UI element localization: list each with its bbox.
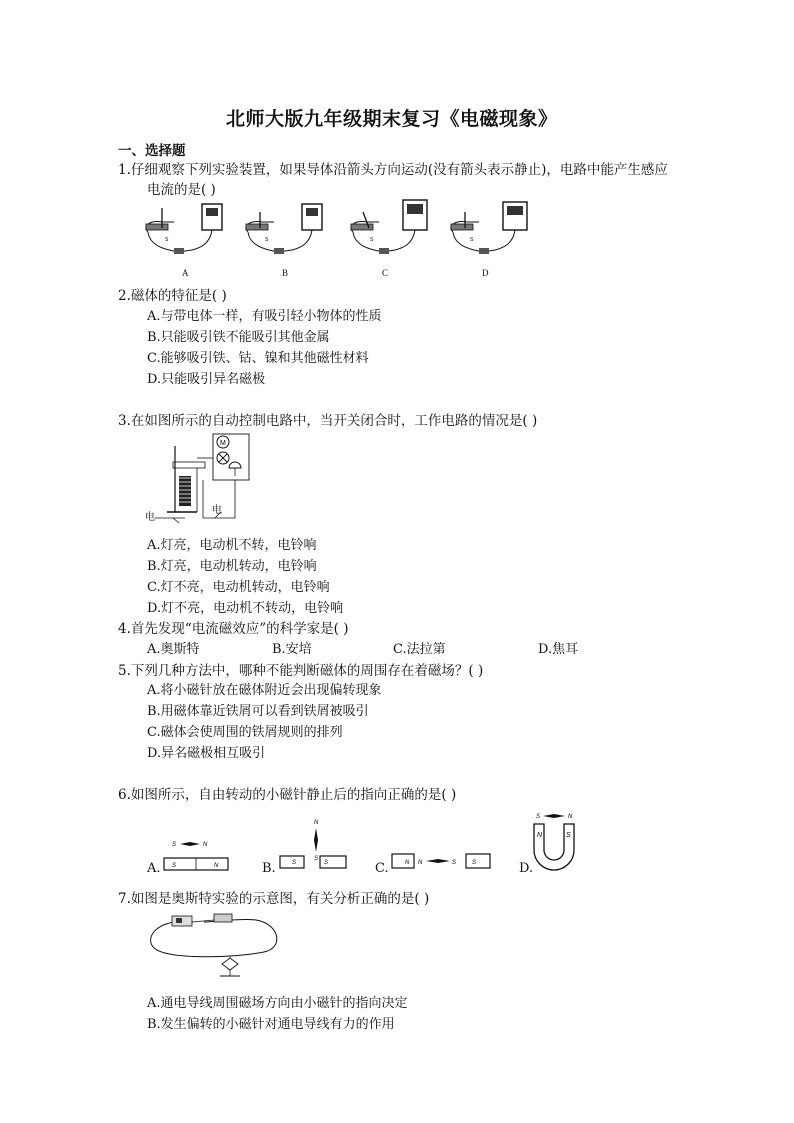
q2-option-b: B.只能吸引铁不能吸引其他金属	[147, 330, 330, 345]
q1-apparatus-d	[451, 202, 527, 254]
q6-b-magnet-left: S	[292, 860, 297, 866]
q2-option-d: D.只能吸引异名磁极	[147, 372, 266, 387]
q6-stem: 6.如图所示，自由转动的小磁针静止后的指向正确的是( )	[118, 787, 457, 803]
q6-option-b-letter: B.	[262, 861, 276, 876]
q1-apparatus-c	[351, 200, 427, 254]
svg-text:M: M	[220, 440, 226, 447]
q2-stem: 2.磁体的特征是( )	[118, 288, 227, 304]
q1-label-b: B	[282, 268, 289, 278]
q6-a-needle-n: N	[203, 842, 208, 848]
q2-option-a: A.与带电体一样，有吸引轻小物体的性质	[147, 309, 382, 324]
q6-b-needle-n: N	[314, 820, 319, 826]
q6-c-magnet-right: S	[472, 860, 477, 866]
q6-d-needle-s: S	[536, 814, 541, 820]
q6-d-magnet-s: S	[566, 832, 571, 839]
q4-option-b: B.安培	[272, 642, 312, 657]
svg-text:S: S	[470, 237, 474, 243]
q7-figure	[144, 908, 284, 982]
q6-a-needle-s: S	[172, 842, 177, 848]
q3-option-c: C.灯不亮，电动机转动，电铃响	[147, 580, 330, 595]
q3-fig-label-left: 电	[145, 512, 155, 523]
q6-c-needle-n: N	[418, 860, 423, 866]
q5-option-d: D.异名磁极相互吸引	[147, 746, 266, 761]
page-title: 北师大版九年级期末复习《电磁现象》	[226, 108, 558, 130]
q5-stem: 5.下列几种方法中，哪种不能判断磁体的周围存在着磁场？( )	[118, 663, 484, 679]
svg-text:S: S	[370, 237, 374, 243]
q1-apparatus-b	[246, 204, 322, 254]
q6-option-a-letter: A.	[147, 861, 161, 876]
q4-option-a: A.奥斯特	[147, 642, 200, 657]
q5-option-a: A.将小磁针放在磁体附近会出现偏转现象	[147, 683, 382, 698]
q1-label-a: A	[182, 268, 189, 278]
q6-figure-c	[392, 854, 490, 868]
q7-stem: 7.如图是奥斯特实验的示意图，有关分析正确的是( )	[118, 891, 430, 907]
q3-fig-label-right: 电	[212, 505, 222, 516]
q3-figure	[145, 432, 255, 524]
q6-figure-b	[280, 820, 346, 868]
q6-b-magnet-right: S	[324, 860, 329, 866]
q1-label-d: D	[482, 268, 489, 278]
q6-c-needle-s: S	[452, 860, 457, 866]
q3-stem: 3.在如图所示的自动控制电路中，当开关闭合时，工作电路的情况是( )	[118, 413, 538, 429]
q6-d-magnet-n: N	[537, 832, 543, 839]
q6-option-d-letter: D.	[519, 861, 534, 876]
q4-option-d: D.焦耳	[538, 642, 579, 657]
q5-option-b: B.用磁体靠近铁屑可以看到铁屑被吸引	[147, 704, 369, 719]
q3-option-b: B.灯亮，电动机转动，电铃响	[147, 559, 317, 574]
q1-stem-line2: 电流的是( )	[147, 182, 216, 198]
q4-option-c: C.法拉第	[393, 642, 446, 657]
q3-option-a: A.灯亮，电动机不转，电铃响	[147, 538, 317, 553]
q1-apparatus-a	[146, 204, 222, 254]
q6-a-magnet-s: S	[172, 863, 177, 869]
q4-stem: 4.首先发现“电流磁效应”的科学家是( )	[118, 621, 349, 637]
q6-figure-d	[534, 814, 574, 870]
q1-label-c: C	[382, 268, 389, 278]
q6-a-magnet-n: N	[214, 863, 219, 869]
q7-option-b: B.发生偏转的小磁针对通电导线有力的作用	[147, 1017, 395, 1032]
q2-option-c: C.能够吸引铁、钴、镍和其他磁性材料	[147, 351, 369, 366]
q6-b-needle-s: S	[314, 856, 319, 862]
svg-text:S: S	[165, 237, 169, 243]
q7-option-a: A.通电导线周围磁场方向由小磁针的指向决定	[147, 996, 408, 1011]
q1-stem-line1: 1.仔细观察下列实验装置，如果导体沿箭头方向运动(没有箭头表示静止)，电路中能产生感应	[118, 162, 668, 178]
q6-c-magnet-left: N	[405, 860, 410, 866]
q3-option-d: D.灯不亮，电动机不转动，电铃响	[147, 601, 344, 616]
q1-figure	[140, 198, 540, 268]
q6-d-needle-n: N	[568, 814, 573, 820]
q6-option-c-letter: C.	[375, 861, 389, 876]
svg-text:S: S	[265, 237, 269, 243]
section-heading: 一、选择题	[118, 143, 186, 159]
q6-figure	[160, 810, 590, 880]
q6-figure-a	[164, 842, 228, 870]
q5-option-c: C.磁体会使周围的铁屑规则的排列	[147, 725, 343, 740]
